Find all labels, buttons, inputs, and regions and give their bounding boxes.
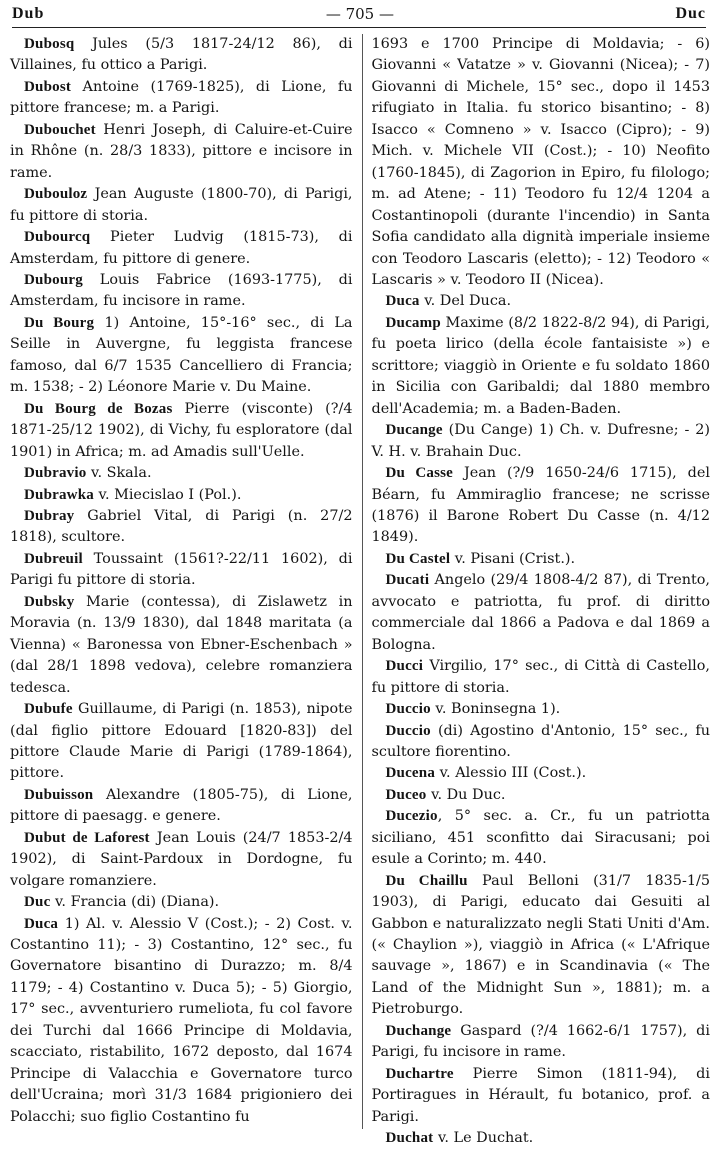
- entry-headword: Duceo: [385, 786, 427, 803]
- dictionary-entry: [372, 549, 711, 570]
- entry-text: , 5° sec. a. Cr., fu un patriotta siciliano, 451 sconfitto dai Siracusani; poi esule a Corinto; m. 440.: [371, 808, 710, 868]
- dictionary-entry: [372, 1128, 711, 1149]
- entry-headword: Dubouchet: [24, 121, 96, 138]
- entry-text: Henri Joseph, di Caluire-et-Cuire in Rhône (n. 28/3 1833), pittore e incisore in rame.: [10, 121, 353, 181]
- dictionary-entry: [10, 77, 353, 120]
- entry-text: Pierre Simon (1811-94), di Portiragues in Hérault, fu botanico, prof. a Parigi.: [371, 1065, 710, 1125]
- entry-text: v. Francia (di) (Diana).: [50, 894, 220, 911]
- dictionary-entry: [10, 785, 353, 828]
- entry-text: v. Le Duchat.: [433, 1130, 534, 1147]
- header-right-headword: Duc: [675, 4, 706, 22]
- entry-headword: Ducange: [385, 422, 443, 439]
- left-column: [10, 34, 362, 1129]
- entry-text: Antoine (1769-1825), di Lione, fu pittore francese; m. a Parigi.: [10, 78, 353, 117]
- entry-headword: Du Chaillu: [385, 872, 468, 889]
- entry-headword: Dubosq: [24, 36, 75, 52]
- dictionary-entry: [10, 828, 353, 892]
- entry-headword: Dubourcq: [24, 229, 91, 246]
- entry-headword: Dubsky: [24, 593, 75, 610]
- entry-headword: Duca: [24, 915, 59, 932]
- page-header: [12, 0, 706, 28]
- entry-text: Gaspard (?/4 1662-6/1 1757), di Parigi, fu incisore in rame.: [371, 1022, 710, 1061]
- entry-text: v. Skala.: [86, 465, 152, 482]
- right-column: [362, 34, 711, 1147]
- dictionary-entry: [372, 570, 711, 656]
- entry-text: (Du Cange) 1) Ch. v. Dufresne; - 2) V. H. v. Brahain Duc.: [371, 422, 710, 460]
- dictionary-entry: [372, 1064, 711, 1128]
- dictionary-entry: [372, 785, 711, 806]
- entry-text: Guillaume, di Parigi (n. 1853), nipote (dal figlio pittore Edouard [1820-83]) del pittore Claude Marie di Parigi (1789-1864), pittore.: [10, 701, 353, 782]
- dictionary-entry: [372, 806, 711, 870]
- entry-text: Virgilio, 17° sec., di Città di Castello, fu pittore di storia.: [371, 658, 710, 696]
- text-columns: [10, 34, 710, 1147]
- entry-text: Louis Fabrice (1693-1775), di Amsterdam, fu incisore in rame.: [10, 271, 353, 310]
- entry-text: v. Boninsegna 1).: [430, 701, 561, 718]
- entry-headword: Dubravio: [24, 465, 87, 482]
- entry-text: Gabriel Vital, di Parigi (n. 27/2 1818), scultore.: [10, 507, 353, 546]
- entry-headword: Duchartre: [385, 1065, 454, 1082]
- entry-text: Jean (?/9 1650-24/6 1715), del Béarn, fu Ammiraglio francese; ne scrisse (1876) il Barone Robert Du Casse (n. 4/12 1849).: [371, 465, 710, 546]
- dictionary-entry: [372, 699, 711, 720]
- entry-headword: Du Casse: [385, 465, 454, 482]
- dictionary-entry: [372, 871, 711, 1021]
- dictionary-entry: [372, 1021, 711, 1064]
- dictionary-entry: [10, 485, 353, 506]
- entry-headword: Dubray: [24, 507, 75, 524]
- dictionary-entry: [10, 914, 353, 1129]
- entry-text: v. Miecislao I (Pol.).: [93, 486, 242, 503]
- dictionary-entry: [10, 313, 353, 399]
- entry-headword: Ducamp: [385, 314, 441, 331]
- dictionary-entry: [10, 227, 353, 270]
- entry-headword: Dubufe: [24, 701, 73, 718]
- entry-headword: Du Bourg de Bozas: [24, 400, 173, 417]
- dictionary-entry: [10, 463, 353, 484]
- dictionary-entry: [10, 592, 353, 699]
- dictionary-entry: [372, 763, 711, 784]
- entry-headword: Ducci: [385, 658, 424, 675]
- entry-text: Jean Louis (24/7 1853-2/4 1902), di Saint-Pardoux in Dordogne, fu volgare romanziere.: [10, 829, 353, 889]
- entry-headword: Dubourg: [24, 271, 83, 288]
- dictionary-entry: [372, 291, 711, 312]
- dictionary-entry: [10, 399, 353, 463]
- dictionary-entry: [10, 184, 353, 227]
- entry-text: Marie (contessa), di Zislawetz in Moravia (n. 13/9 1830), dal 1848 maritata (a Vienna) « Baronessa von Ebner-Eschenbach » (dal 28/1 1898 vedova), celebre romanziera tedesca.: [10, 593, 353, 696]
- dictionary-entry: [372, 721, 711, 764]
- dictionary-entry: [372, 420, 711, 463]
- dictionary-entry: [10, 270, 353, 313]
- entry-headword: Duc: [24, 894, 51, 911]
- dictionary-entry: [10, 506, 353, 549]
- entry-text: Angelo (29/4 1808-4/2 87), di Trento, avvocato e patriotta, fu prof. di diritto commerciale dal 1866 a Padova e dal 1869 a Bologna.: [371, 572, 710, 653]
- dictionary-entry: [10, 120, 353, 184]
- entry-headword: Duchange: [385, 1022, 452, 1039]
- entry-headword: Du Bourg: [24, 314, 95, 331]
- entry-headword: Ducati: [385, 572, 430, 589]
- page-number: — 705 —: [325, 4, 394, 23]
- entry-headword: Duca: [385, 293, 420, 310]
- entry-headword: Ducezio: [385, 808, 438, 825]
- entry-text: Paul Belloni (31/7 1835-1/5 1903), di Parigi, educato dai Gesuiti al Gabbon e naturalizzato negli Stati Uniti d'Am. (« Chaylion »), viaggiò in Africa (« L'Afrique sauvage », 1867) e in Scandinavia (« The Land of the Midnight Sun », 1881); m. a Pietroburgo.: [371, 872, 710, 1018]
- entry-text: Alexandre (1805-75), di Lione, pittore di paesagg. e genere.: [10, 786, 353, 825]
- entry-headword: Duccio: [385, 722, 431, 739]
- entry-headword: Du Castel: [385, 550, 451, 567]
- entry-text: (di) Agostino d'Antonio, 15° sec., fu scultore fiorentino.: [371, 722, 710, 760]
- entry-text: Pieter Ludvig (1815-73), di Amsterdam, fu pittore di genere.: [10, 229, 353, 267]
- dictionary-entry: [372, 463, 711, 549]
- entry-headword: Dubut de Laforest: [24, 829, 150, 846]
- entry-headword: Dubrawka: [24, 486, 94, 503]
- dictionary-entry: [10, 549, 353, 592]
- dictionary-entry: [10, 34, 353, 77]
- entry-text: 1) Antoine, 15°-16° sec., di La Seille in Auvergne, fu leggista francese famoso, dal 6/7 1535 Cancelliero di Francia; m. 1538; - 2) Léonore Marie v. Du Maine.: [10, 314, 353, 396]
- entry-text: Jean Auguste (1800-70), di Parigi, fu pittore di storia.: [10, 186, 353, 224]
- entry-headword: Dubouloz: [24, 186, 88, 203]
- header-left-headword: Dub: [12, 4, 45, 22]
- entry-headword: Dubreuil: [24, 550, 83, 567]
- entry-headword: Ducena: [385, 765, 436, 782]
- entry-headword: Duccio: [385, 701, 431, 718]
- dictionary-entry: [372, 656, 711, 699]
- entry-text: v. Alessio III (Cost.).: [435, 765, 587, 782]
- dictionary-entry: [372, 313, 711, 420]
- dictionary-entry: [10, 892, 353, 913]
- dictionary-entry: [10, 699, 353, 785]
- entry-headword: Dubost: [24, 78, 72, 95]
- entry-text: Maxime (8/2 1822-8/2 94), di Parigi, fu poeta lirico (della école fantaisiste ») e scrittore; viaggiò in Oriente e fu soldato 1860 in Sicilia con Garibaldi; dal 1880 membro dell'Academia; m. a Baden-Baden.: [371, 314, 710, 417]
- entry-text: 1693 e 1700 Principe di Moldavia; - 6) Giovanni « Vatatze » v. Giovanni (Nicea); - 7) Giovanni di Michele, 15° sec., dopo il 1453 rifugiato in Italia. fu storico bisantino; - 8) Isacco « Comneno » v. Isacco (Cipro); - 9) Mich. v. Michele VII (Cost.); - 10) Neofito (1760-1845), di Zagorion in Epiro, fu filologo; m. ad Atene; - 11) Teodoro fu 12/4 1204 a Costantinopoli (durante l'incendio) in Santa Sofia candidato alla dignità imperiale insieme con Teodoro Lascaris (eletto); - 12) Teodoro « Lascaris » v. Teodoro II (Nicea).: [371, 36, 710, 288]
- dictionary-entry: [372, 34, 711, 291]
- entry-text: v. Del Duca.: [419, 293, 512, 310]
- entry-headword: Duchat: [385, 1130, 434, 1147]
- entry-headword: Dubuisson: [24, 786, 94, 803]
- entry-text: Toussaint (1561?-22/11 1602), di Parigi fu pittore di storia.: [10, 550, 353, 589]
- entry-text: 1) Al. v. Alessio V (Cost.); - 2) Cost. v. Costantino 11); - 3) Costantino, 12° sec., fu Governatore bisantino di Durazzo; m. 8/4 1179; - 4) Costantino v. Duca 5); - 5) Giorgio, 17° sec., avventuriero rumeliota, fu col favore dei Turchi dal 1666 Principe di Moldavia, scacciato, ristabilito, 1672 deposto, dal 1674 Principe di Valacchia e Governatore turco dell'Ucraina; morì 31/3 1684 prigioniero dei Polacchi; suo figlio Costantino fu: [10, 915, 353, 1125]
- entry-text: Pierre (visconte) (?/4 1871-25/12 1902), di Vichy, fu esploratore (dal 1901) in Africa; m. ad Amadis sull'Uelle.: [10, 400, 353, 460]
- entry-text: v. Pisani (Crist.).: [450, 550, 576, 567]
- entry-text: Jules (5/3 1817-24/12 86), di Villaines, fu ottico a Parigi.: [10, 36, 353, 74]
- entry-text: v. Du Duc.: [426, 786, 506, 803]
